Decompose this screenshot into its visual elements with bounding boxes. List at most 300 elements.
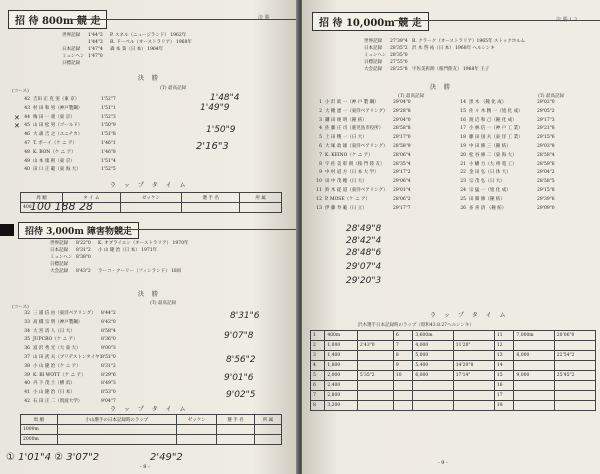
- lap-row: [311, 351, 596, 361]
- record-label: 大会記録: [50, 269, 68, 274]
- entry-row: [310, 196, 415, 205]
- entry-no: 17: [460, 126, 466, 132]
- lap-cell: [357, 381, 393, 391]
- lap-cell: 8: [311, 401, 325, 411]
- entry-row: [454, 205, 559, 214]
- lap-cell: [357, 401, 393, 411]
- entry-time: 29'39"6: [537, 196, 555, 202]
- entry-no: 14: [460, 100, 466, 105]
- entry-name: 大 森 吉 之（ユニチカ）: [33, 132, 83, 138]
- lap-cell: [554, 391, 595, 401]
- entries-3000m: [18, 310, 123, 407]
- entry-no: 18: [460, 135, 466, 141]
- lap-cell: [514, 361, 554, 371]
- record-label: 世界記録: [62, 33, 80, 38]
- entry-name: 宗 茂 弘（日 大）: [469, 179, 505, 185]
- entries-800m: [18, 96, 123, 175]
- record-time: 8'22"0: [76, 241, 91, 246]
- entry-no: 43: [24, 105, 30, 111]
- entry-name: 宇 佐 美 彰 朗（桜 門 陸 友）: [325, 161, 385, 167]
- section-final-10000m: 決 勝: [430, 84, 453, 91]
- entry-name: T. ボーイ（ケ ニ ア）: [33, 140, 78, 146]
- course-label: (コース): [12, 305, 29, 310]
- lap-cell: 9,000: [514, 371, 554, 381]
- handwritten-note: 2'49"2: [150, 452, 183, 463]
- entry-time: 29'17"2: [393, 170, 411, 176]
- entry-no: 24: [460, 187, 466, 193]
- record-time: 28'25"8: [390, 67, 408, 72]
- lap-cell: [413, 391, 453, 401]
- entry-no: 49: [24, 158, 30, 164]
- handwritten-time: 28'49"8: [346, 224, 382, 234]
- record-name: 沢 木 啓 祐（日 本） 1968年 ヘルシンキ: [412, 46, 495, 51]
- lap-cell: [254, 425, 281, 435]
- lap-cell: 2: [311, 341, 325, 351]
- handwritten-time: 2'16"3: [196, 141, 229, 152]
- entry-time: 8'53"0: [101, 390, 116, 396]
- entry-time: 29'15"8: [537, 187, 555, 193]
- lap-cell: 22'54"2: [554, 351, 595, 361]
- lap-cell: 20'06"0: [554, 331, 595, 341]
- event-title-3000m-steeple: 招待 3,000m 障害物競走: [18, 222, 139, 239]
- lap-cell: [393, 401, 413, 411]
- entry-time: 28'58"4: [537, 152, 555, 158]
- entry-row: [454, 152, 559, 161]
- lap-cell: [57, 435, 177, 445]
- entry-time: 29'21"8: [537, 126, 555, 132]
- entry-time: 29'04"0: [393, 100, 411, 105]
- lap-cell: 17'14": [453, 371, 494, 381]
- entry-no: 42: [24, 398, 30, 404]
- lap-header-cell: タ イ ム: [62, 193, 120, 203]
- entry-no: 41: [24, 390, 30, 396]
- record-label: 世界記録: [364, 39, 382, 44]
- entry-no: 10: [316, 179, 322, 185]
- entry-row: [454, 161, 559, 170]
- entry-time: 9'04"7: [101, 398, 116, 404]
- entry-time: 28'58"8: [393, 126, 411, 132]
- lap-cell: [453, 351, 494, 361]
- lap-cell: 5,400: [413, 361, 453, 371]
- record-row: [364, 38, 525, 45]
- record-row: [364, 52, 525, 59]
- lap-cell: [357, 331, 393, 341]
- entry-name: 山 本 康 則（東 京）: [33, 158, 75, 164]
- lap-cell: [177, 435, 217, 445]
- lap-cell: [554, 381, 595, 391]
- record-row: [364, 45, 525, 52]
- lap-cell: [357, 361, 393, 371]
- lap-cell: [254, 435, 281, 445]
- entry-row: [310, 99, 415, 108]
- entry-no: 45: [24, 123, 30, 129]
- lap-header-cell: 選 手 名: [217, 415, 255, 425]
- entry-no: 40: [24, 381, 30, 387]
- record-time: 1'47"0: [88, 54, 103, 59]
- entry-time: 29'05"2: [537, 108, 555, 114]
- lap-cell: 3,200: [325, 401, 358, 411]
- lap-cell: 3: [311, 351, 325, 361]
- record-label: 日本記録: [364, 46, 382, 51]
- entry-no: 42: [24, 97, 30, 102]
- lap-cell: 16: [494, 381, 514, 391]
- page-number: - 8 -: [140, 464, 150, 470]
- entry-time: 1'46"1: [101, 140, 116, 146]
- entry-name: 小 山 隆 治（日 本）: [33, 390, 75, 396]
- lap-cell: 2000m: [21, 435, 58, 445]
- entry-row: [18, 380, 123, 389]
- handwritten-time: 1'50"9: [206, 125, 236, 135]
- entry-no: 32: [24, 311, 30, 316]
- lap-cell: 11: [494, 331, 514, 341]
- entry-time: 29'15"6: [537, 135, 555, 141]
- records-3000m: [50, 240, 188, 275]
- entry-row: [18, 149, 123, 158]
- entry-no: 40: [24, 167, 30, 173]
- record-name: R. ドーベル（オーストラリア） 1968年: [110, 40, 192, 45]
- entry-time: 1'46"8: [101, 149, 116, 155]
- record-time: 8'31"2: [76, 248, 91, 253]
- lap-cell: [393, 391, 413, 401]
- entry-name: K. BI WOTT（ケ ニ ア）: [33, 372, 86, 378]
- entry-row: [18, 131, 123, 140]
- lap-time-title-800m: ラ ッ プ タ イ ム: [110, 182, 189, 189]
- lap-cell: [57, 425, 177, 435]
- lap-cell: 1,400: [325, 351, 358, 361]
- lap-cell: 4,000: [413, 341, 453, 351]
- record-row: [62, 46, 192, 53]
- entry-time: 29'17"7: [393, 205, 411, 211]
- entry-row: [18, 354, 123, 363]
- entry-no: 33: [24, 319, 30, 325]
- entry-time: 28'06"4: [393, 152, 411, 158]
- entry-no: 22: [460, 170, 466, 176]
- lap-header-cell: 周 順: [21, 415, 58, 425]
- record-label: 日本記録: [50, 248, 68, 253]
- entry-time: 8'36"0: [101, 337, 116, 343]
- best-record-header: (T) 最高記録: [538, 94, 564, 99]
- record-row: [50, 261, 188, 268]
- lap-cell: 5'35"2: [357, 371, 393, 381]
- entry-name: 丹 下 茂 士（横 浜）: [33, 381, 75, 387]
- entry-no: 3: [319, 117, 322, 123]
- entry-time: 28'59"6: [537, 161, 555, 167]
- entry-name: 富 沢 秀 光（大 東 大）: [33, 346, 81, 352]
- section-final-800m: 決 勝: [138, 75, 161, 82]
- entry-name: 山 田 武 夫（プリデストンタイヤ）: [33, 354, 105, 360]
- lap-cell: [453, 391, 494, 401]
- lap-row: [311, 361, 596, 371]
- left-page: [0, 0, 298, 474]
- handwritten-time: 29'20"3: [346, 276, 382, 286]
- record-name: P. スネル（ニュージランド） 1962年: [110, 33, 187, 38]
- entry-time: 1'52"3: [101, 114, 116, 120]
- record-time: 1'44"3: [88, 40, 103, 45]
- entry-no: 1: [319, 100, 322, 105]
- entry-time: 29'04"2: [537, 170, 555, 176]
- entry-time: 29'09"0: [537, 205, 555, 211]
- entry-no: 47: [24, 140, 30, 146]
- record-time: 28'35"0: [390, 53, 408, 58]
- binder-clip: [0, 224, 14, 236]
- entry-no: 16: [460, 117, 466, 123]
- entry-row: [18, 105, 123, 114]
- record-name: R. クラーク（オーストラリア）1965年 ストックホルム: [412, 39, 526, 44]
- entry-name: 黒 木 （鐘 化 成）: [469, 100, 507, 105]
- lap-table-3000m: [20, 414, 282, 445]
- lap-row: [311, 341, 596, 351]
- lap-cell: [217, 425, 255, 435]
- lap-cell: 4: [311, 361, 325, 371]
- record-row: [62, 60, 192, 67]
- lap-cell: 11'28": [453, 341, 494, 351]
- entry-row: [454, 117, 559, 126]
- lap-cell: [453, 381, 494, 391]
- entry-time: 8'31"2: [101, 363, 116, 369]
- lap-cell: [120, 203, 181, 213]
- entry-row: [18, 114, 123, 123]
- lap-cell: [393, 381, 413, 391]
- event-title-10000m: 招 待 10,000m 競 走: [312, 12, 429, 31]
- record-time: 8'43"2: [76, 269, 91, 274]
- record-time: 1'47"4: [88, 47, 103, 52]
- entry-row: [454, 108, 559, 117]
- lap-header-cell: 所 属: [254, 415, 281, 425]
- entry-time: 9'00"3: [101, 346, 116, 352]
- entry-name: 小 山 隆 治（ケ ニ ア）: [33, 363, 81, 369]
- lap-cell: 18: [494, 401, 514, 411]
- entry-row: [310, 205, 415, 214]
- lap-table-10000m: [310, 330, 596, 411]
- entry-time: 29'06"4: [393, 179, 411, 185]
- lap-cell: [357, 351, 393, 361]
- entry-no: 7: [319, 152, 322, 158]
- lap-header-cell: 小山選手の日本記録時のラップ: [57, 415, 177, 425]
- lap-cell: 1,000: [325, 341, 358, 351]
- entry-row: [454, 125, 559, 134]
- lap-row: [311, 391, 596, 401]
- record-name: 小 山 隆 治（日 本） 1971年: [98, 248, 158, 253]
- entry-row: [454, 143, 559, 152]
- lap-cell: 3,600m: [413, 331, 453, 341]
- lap-cell: 12: [494, 341, 514, 351]
- lap-cell: [177, 425, 217, 435]
- record-time: 28'35"2: [390, 46, 408, 51]
- entry-row: [454, 169, 559, 178]
- entry-no: 26: [460, 205, 466, 211]
- entry-row: [310, 117, 415, 126]
- handwritten-lap: 100 188 28: [30, 200, 93, 213]
- record-label: 日標記録: [62, 61, 80, 66]
- handwritten-time: 29'07"4: [346, 262, 382, 272]
- entry-row: [18, 363, 123, 372]
- lap-cell: 2,400: [325, 381, 358, 391]
- lap-cell: [357, 391, 393, 401]
- running-header: 決 勝: [258, 15, 270, 21]
- entry-no: 9: [319, 170, 322, 176]
- record-name: 宇佐美彰朗（桜門陸友） 1968年 王子: [412, 67, 490, 72]
- page-number: - 9 -: [438, 460, 448, 466]
- entry-name: 佐 藤 庄 司（鹿児島市役所）: [325, 126, 384, 132]
- lap-cell: [554, 361, 595, 371]
- records-10000m: [364, 38, 525, 73]
- record-row: [364, 59, 525, 66]
- lap-cell: 13: [494, 351, 514, 361]
- handwritten-time: 28'42"4: [346, 236, 382, 246]
- entry-row: [454, 99, 559, 108]
- entry-name: 上 田 精 一（日 大）: [325, 135, 367, 141]
- lap-cell: 15: [494, 371, 514, 381]
- right-page: [302, 0, 600, 474]
- entry-time: 1'51"8: [101, 132, 116, 138]
- entries-10000m-left: [310, 99, 415, 213]
- entry-no: 11: [316, 187, 322, 193]
- lap-cell: 17: [494, 391, 514, 401]
- lap-header-cell: 選 手 名: [182, 193, 240, 203]
- entry-time: 28'06"2: [393, 196, 411, 202]
- entry-time: 8'51"0: [101, 354, 116, 360]
- check-mark: ✕: [14, 122, 20, 130]
- lap-cell: 2'43"0: [357, 341, 393, 351]
- lap-cell: 1,800: [325, 361, 358, 371]
- lap-cell: 25'45"2: [554, 371, 595, 381]
- lap-cell: 400: [21, 203, 63, 213]
- entry-time: 29'04"0: [393, 117, 411, 123]
- lap-cell: 14: [494, 361, 514, 371]
- entry-no: 12: [316, 196, 322, 202]
- lap-cell: [514, 381, 554, 391]
- record-label: 大会記録: [364, 67, 382, 72]
- entry-name: 田 中 茂 穂（日 大）: [325, 179, 367, 185]
- entry-row: [18, 158, 123, 167]
- handwritten-time: 8'31"6: [230, 311, 260, 321]
- record-time: 1'44"3: [88, 33, 103, 38]
- entry-name: K. KEINO（ケ ニ ア）: [325, 152, 373, 158]
- record-row: [50, 254, 188, 261]
- entry-row: [310, 161, 415, 170]
- lap-cell: [514, 401, 554, 411]
- entry-name: 三 浦 信 由（東洋ベアリング）: [33, 311, 96, 316]
- entry-row: [18, 122, 123, 131]
- entry-name: 吉田 正 克 実（東 京）: [33, 97, 80, 102]
- entry-row: [310, 143, 415, 152]
- entry-time: 29'02"0: [537, 100, 555, 105]
- lap-cell: 2,800: [325, 391, 358, 401]
- lap-note: 沢木選手日本記録時のラップ（昭和43.8.27ヘルシンキ）: [358, 323, 474, 328]
- course-label: (コース): [12, 89, 29, 94]
- handwritten-time: 9'07"8: [224, 331, 254, 341]
- handwritten-time: 9'01"6: [224, 373, 254, 383]
- entry-no: 15: [460, 108, 466, 114]
- lap-cell: 7: [393, 341, 413, 351]
- running-header: 決 勝 1 3: [556, 17, 578, 23]
- entry-name: JUPCRO（ケ ニ ア）: [33, 337, 78, 343]
- entry-no: 21: [460, 161, 466, 167]
- lap-cell: [453, 401, 494, 411]
- lap-header-cell: 所 属: [240, 193, 282, 203]
- entry-row: [18, 336, 123, 345]
- lap-cell: [453, 331, 494, 341]
- entry-name: 金 田 弘（日 体 大）: [469, 170, 511, 176]
- lap-cell: 2,000: [325, 371, 358, 381]
- entry-time: 8'49"3: [101, 381, 116, 387]
- entry-time: 8'44"2: [101, 311, 116, 316]
- entry-row: [18, 345, 123, 354]
- lap-cell: 1000m: [21, 425, 58, 435]
- lap-cell: 9: [393, 361, 413, 371]
- lap-cell: [413, 401, 453, 411]
- record-name: 森 本 葵（日 本） 1964年: [110, 47, 164, 52]
- record-row: [62, 53, 192, 60]
- entry-time: 1'50"9: [101, 123, 116, 129]
- entry-row: [18, 372, 123, 381]
- entry-time: 1'52"5: [101, 167, 116, 173]
- record-row: [364, 66, 525, 73]
- lap-cell: 400m: [325, 331, 358, 341]
- lap-cell: 6: [311, 381, 325, 391]
- entry-row: [18, 328, 123, 337]
- entry-name: 小 林 信 一（神 戸 工 業）: [469, 126, 523, 132]
- entry-time: 29'17"0: [393, 135, 411, 141]
- lap-cell: [240, 203, 282, 213]
- entry-row: [18, 140, 123, 149]
- best-record-header: (T) 最高記録: [398, 94, 424, 99]
- lap-cell: 5: [311, 371, 325, 381]
- record-label: 日本記録: [62, 47, 80, 52]
- lap-cell: 6,000: [413, 371, 453, 381]
- entry-name: 田 畑 修（鐘 紡）: [469, 196, 505, 202]
- lap-row: [21, 435, 282, 445]
- entry-name: 大 槻 憲 一（東洋ベアリング）: [325, 108, 388, 114]
- entry-no: 13: [316, 205, 322, 211]
- best-record-header: (T) 最高記録: [160, 86, 186, 91]
- record-row: [50, 247, 188, 254]
- title-rule: [394, 20, 600, 21]
- check-mark: ✕: [14, 114, 20, 122]
- entry-row: [310, 178, 415, 187]
- entry-name: 宗 猛 一（旭 化 成）: [469, 187, 511, 193]
- title-rule: [70, 19, 296, 20]
- entry-no: 38: [24, 363, 30, 369]
- entry-no: 35: [24, 337, 30, 343]
- record-name: ラーコ・クーリー（フィンランド） 18回: [98, 269, 182, 274]
- entry-row: [454, 196, 559, 205]
- entry-time: 28'58"9: [393, 143, 411, 149]
- entry-time: 8'42"0: [101, 319, 116, 325]
- entry-no: 34: [24, 328, 30, 334]
- record-label: ミュンヘン: [50, 255, 73, 260]
- entry-name: 中 村 道 方（日 本 大 学）: [325, 170, 379, 176]
- entry-time: 29'01"4: [393, 187, 411, 193]
- record-label: ミュンヘン: [364, 53, 387, 58]
- entry-time: 28'35"4: [393, 161, 411, 167]
- entries-10000m-right: [454, 99, 559, 213]
- entry-row: [310, 152, 415, 161]
- entry-name: 高 橋 宗 明（神戸製鋼）: [33, 319, 83, 325]
- entry-time: 1'52"7: [101, 97, 116, 102]
- entry-no: 46: [24, 132, 30, 138]
- lap-row: [311, 381, 596, 391]
- entry-time: 1'51"1: [101, 105, 116, 111]
- entry-name: 田 口 正 範（東 海 大）: [33, 167, 81, 173]
- entry-name: 山 田 松 男（ゴールド）: [33, 123, 83, 129]
- entry-time: 1'51"4: [101, 158, 116, 164]
- record-row: [62, 39, 192, 46]
- entry-no: 4: [319, 126, 322, 132]
- entry-row: [454, 187, 559, 196]
- lap-cell: [413, 381, 453, 391]
- record-label: 日標記録: [50, 262, 68, 267]
